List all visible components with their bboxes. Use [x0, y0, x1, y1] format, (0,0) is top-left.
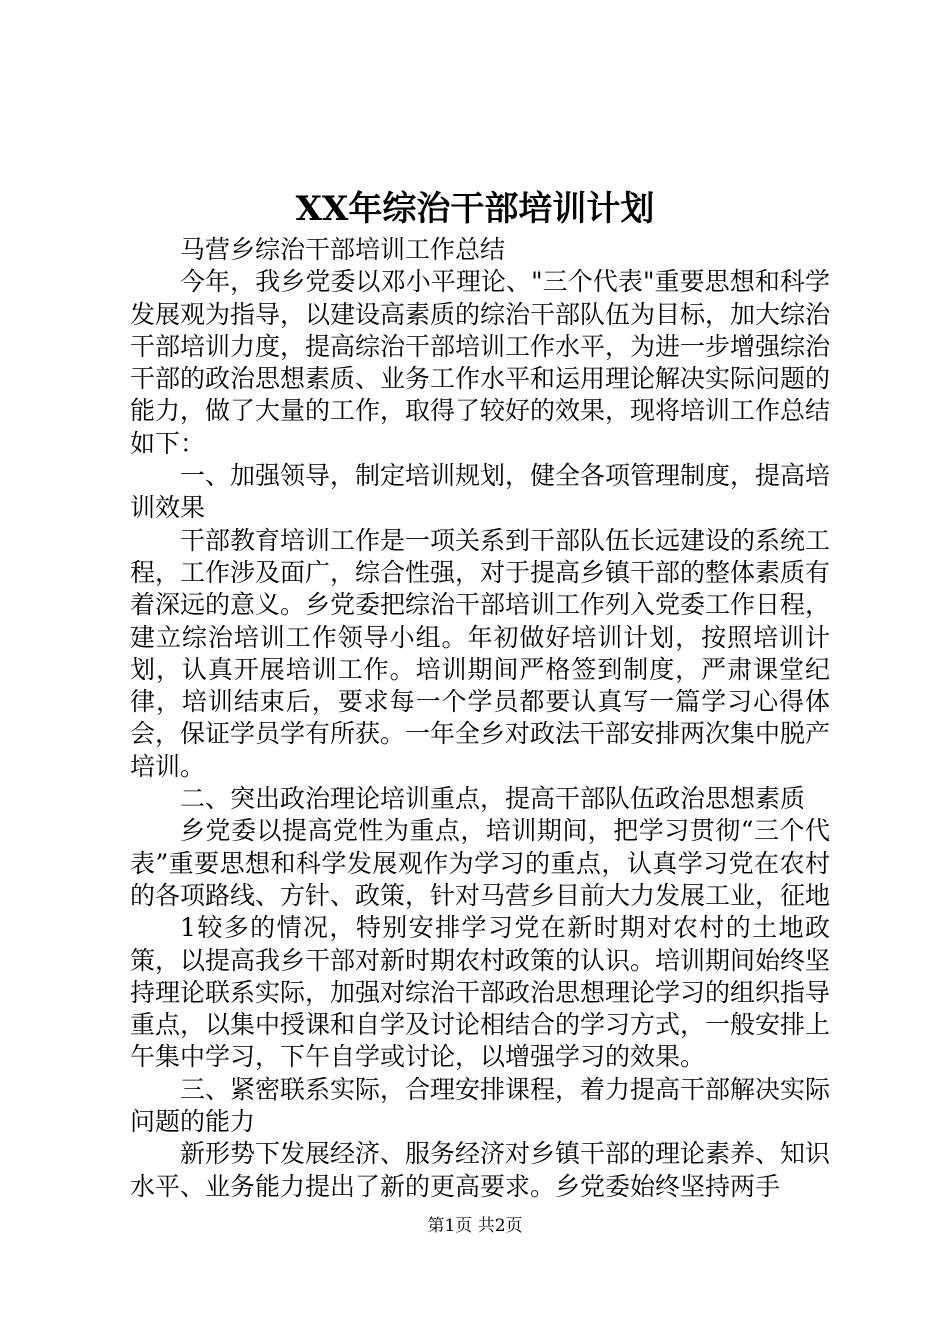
- paragraph-intro: 今年，我乡党委以邓小平理论、"三个代表"重要思想和科学发展观为指导，以建设高素质的综治干部队伍为目标，加大综治干部培训力度，提高综治干部培训工作水平，为进一步增强综治干部的政治思想素质、业务工作水平和运用理论解决实际问题的能力，做了大量的工作，取得了较好的效果，现将培训工作总结如下：: [130, 267, 831, 458]
- page-footer: [0, 1214, 950, 1238]
- paragraph-section-1: 干部教育培训工作是一项关系到干部队伍长远建设的系统工程，工作涉及面广，综合性强，对于提高乡镇干部的整体素质有着深远的意义。乡党委把综治干部培训工作列入党委工作日程，建立综治培训工作领导小组。年初做好培训计划，按照培训计划，认真开展培训工作。培训期间严格签到制度，严肃课堂纪律，培训结束后，要求每一个学员都要认真写一篇学习心得体会，保证学员学有所获。一年全乡对政法干部安排两次集中脱产培训。: [130, 525, 831, 781]
- section-heading-1: 一、加强领导，制定培训规划，健全各项管理制度，提高培训效果: [130, 461, 831, 523]
- paragraph-section-3: 新形势下发展经济、服务经济对乡镇干部的理论素养、知识水平、业务能力提出了新的更高要求。乡党委始终坚持两手: [130, 1139, 831, 1201]
- paragraph-section-2-cont: 1较多的情况，特别安排学习党在新时期对农村的土地政策，以提高我乡干部对新时期农村政策的认识。培训期间始终坚持理论联系实际，加强对综治干部政治思想理论学习的组织指导重点，以集中授课和自学及讨论相结合的学习方式，一般安排上午集中学习，下午自学或讨论，以增强学习的效果。: [130, 913, 831, 1072]
- document-title: XX年综治干部培训计划: [295, 189, 655, 229]
- paragraph-subtitle: 马营乡综治干部培训工作总结: [180, 235, 506, 264]
- paragraph-section-2: 乡党委以提高党性为重点，培训期间，把学习贯彻“三个代表”重要思想和科学发展观作为学习的重点，认真学习党在农村的各项路线、方针、政策，针对马营乡目前大力发展工业，征地: [130, 816, 831, 910]
- document-body: [130, 234, 830, 1203]
- page-indicator: 第1页 共2页: [427, 1216, 523, 1236]
- section-heading-2: 二、突出政治理论培训重点，提高干部队伍政治思想素质: [180, 784, 806, 814]
- section-heading-3: 三、紧密联系实际，合理安排课程，着力提高干部解决实际问题的能力: [130, 1074, 831, 1137]
